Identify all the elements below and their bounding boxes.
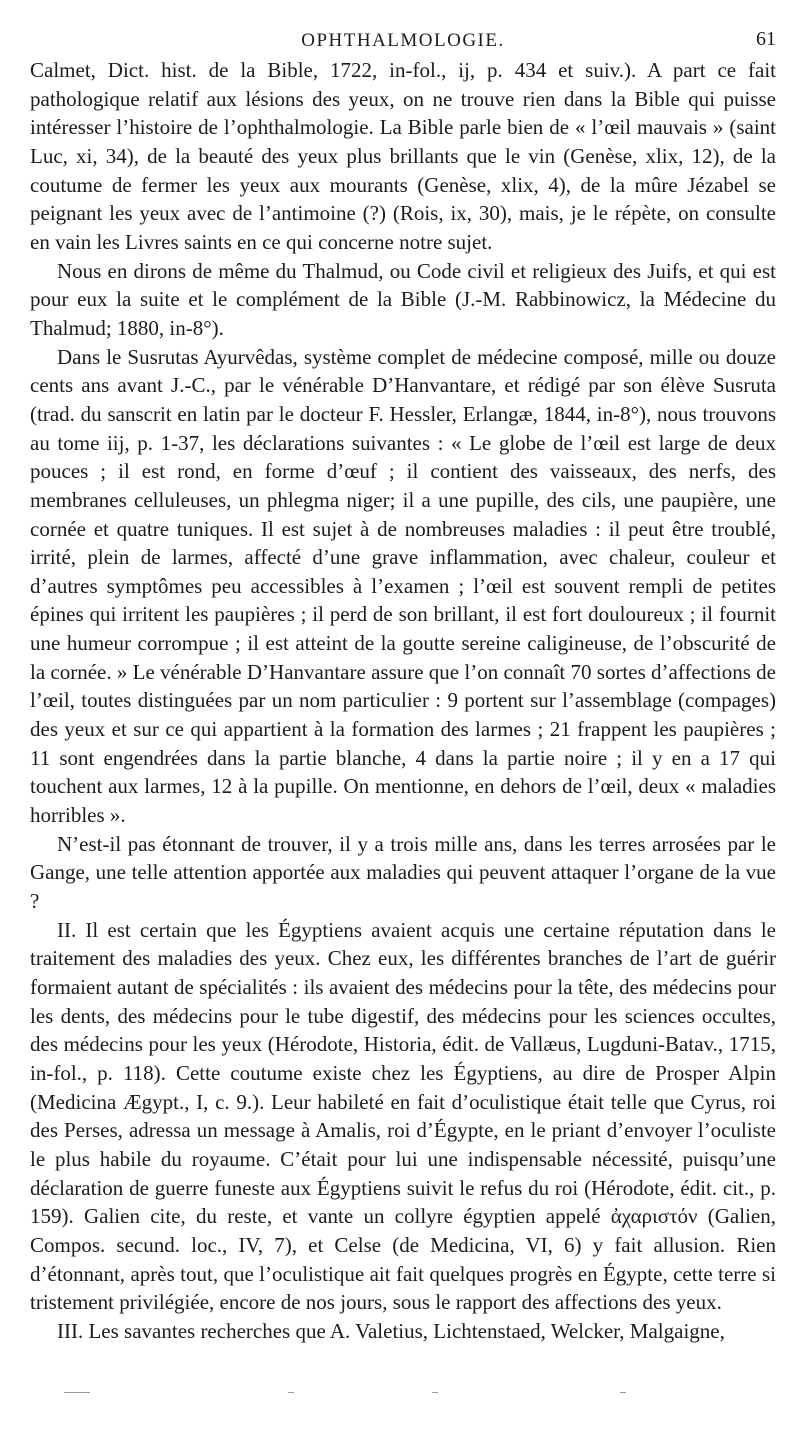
footer-dash (620, 1392, 626, 1393)
footer-print-marks (0, 1392, 800, 1402)
paragraph-gange: N’est-il pas étonnant de trouver, il y a trois mille ans, dans les terres arrosées par le Gange, une telle attention apportée aux maladies qui peuvent attaquer l’organe de la vue ? (30, 831, 776, 914)
running-head (30, 22, 776, 56)
body-text (30, 56, 776, 1346)
running-title: OPHTHALMOLOGIE. (301, 30, 505, 51)
paragraph-calmet-bible: Calmet, Dict. hist. de la Bible, 1722, in-fol., ij, p. 434 et suiv.). A part ce fait pathologique relatif aux lésions des yeux, on ne trouve rien dans la Bible qui puisse intéresser l’histoire de l’ophthalmologie. La Bible parle bien de « l’œil mauvais » (saint Luc, xi, 34), de la beauté des yeux plus brillants que le vin (Genèse, xlix, 12), de la coutume de fermer les yeux aux mourants (Genèse, xlix, 4), de la mûre Jézabel se peignant les yeux avec de l’antimoine (?) (Rois, ix, 30), mais, je le répète, on consulte en vain les Livres saints en ce qui concerne notre sujet. (30, 58, 776, 254)
footer-dash (288, 1392, 294, 1393)
footer-dash (432, 1392, 438, 1393)
paragraph-section-ii-egypt: II. Il est certain que les Égyptiens avaient acquis une certaine réputation dans le traitement des maladies des yeux. Chez eux, les différentes branches de l’art de guérir formaient autant de spécialités : ils avaient des médecins pour la tête, des médecins pour les dents, des médecins pour le tube digestif, des médecins pour les sciences occultes, des médecins pour les yeux (Hérodote, Historia, édit. de Vallæus, Lugduni-Batav., 1715, in-fol., p. 118). Cette coutume existe chez les Égyptiens, au dire de Prosper Alpin (Medicina Ægypt., I, c. 9.). Leur habileté en fait d’oculistique était telle que Cyrus, roi des Perses, adressa un message à Amalis, roi d’Égypte, en le priant d’envoyer l’oculiste le plus habile du royaume. C’était pour lui une indispensable nécessité, puisqu’une déclaration de guerre funeste aux Égyptiens suivit le refus du roi (Hérodote, édit. cit., p. 159). Galien cite, du reste, et vante un collyre égyptien appelé ἀχαριστόν (Galien, Compos. secund. loc., IV, 7), et Celse (de Medicina, VI, 6) y fait allusion. Rien d’étonnant, après tout, que l’oculistique ait fait quelques progrès en Égypte, cette terre si tristement privilégiée, encore de nos jours, sous le rapport des affections des yeux. (30, 917, 776, 1315)
paragraph-thalmud: Nous en dirons de même du Thalmud, ou Code civil et religieux des Juifs, et qui est pour eux la suite et le complément de la Bible (J.-M. Rabbinowicz, la Médecine du Thalmud; 1880, in-8°). (30, 258, 776, 340)
book-page (30, 22, 776, 1346)
page-number: 61 (756, 28, 776, 50)
paragraph-susrutas: Dans le Susrutas Ayurvêdas, système complet de médecine composé, mille ou douze cents ans avant J.-C., par le vénérable D’Hanvantare, et rédigé par son élève Susruta (trad. du sanscrit en latin par le docteur F. Hessler, Erlangæ, 1844, in-8°), nous trouvons au tome iij, p. 1-37, les déclarations suivantes : « Le globe de l’œil est large de deux pouces ; il est rond, en forme d’œuf ; il contient des vaisseaux, des nerfs, des membranes celluleuses, un phlegma niger; il a une pupille, des cils, une paupière, une cornée et quatre tuniques. Il est sujet à de nombreuses maladies : il peut être troublé, irrité, plein de larmes, affecté d’une grave inflammation, avec chaleur, couleur et d’autres symptômes peu accessibles à l’examen ; l’œil est souvent rempli de petites épines qui irritent les paupières ; il perd de son brillant, il est fort douloureux ; il fournit une humeur corrompue ; il est atteint de la goutte sereine caligineuse, de l’obscurité de la cornée. » Le vénérable D’Hanvantare assure que l’on connaît 70 sortes d’affections de l’œil, toutes distinguées par un nom particulier : 9 portent sur l’assemblage (compages) des yeux et sur ce qui appartient à la formation des larmes ; 21 frappent les paupières ; 11 sont engendrées dans la partie blanche, 4 dans la partie noire ; il y en a 17 qui touchent aux larmes, 12 à la pupille. On mentionne, en dehors de l’œil, deux « maladies horribles ». (30, 344, 776, 828)
footer-dash (64, 1392, 90, 1393)
paragraph-section-iii: III. Les savantes recherches que A. Valetius, Lichtenstaed, Welcker, Malgaigne, (57, 1318, 725, 1343)
